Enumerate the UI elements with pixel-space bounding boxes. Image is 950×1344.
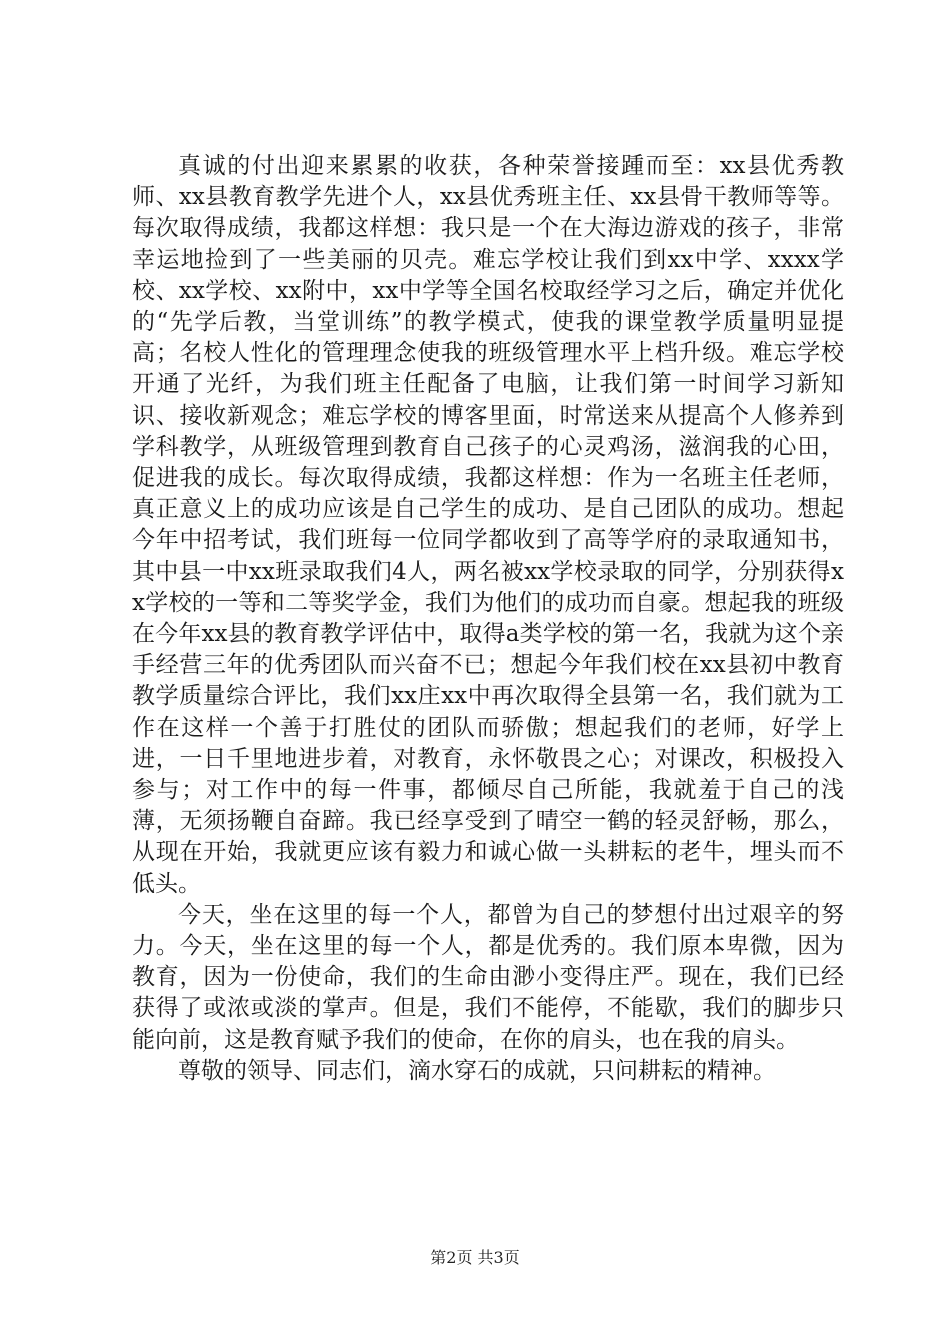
paragraph-1: 真诚的付出迎来累累的收获，各种荣誉接踵而至：xx县优秀教师、xx县教育教学先进个人，xx县优秀班主任、xx县骨干教师等等。每次取得成绩，我都这样想：我只是一个在大海边游戏的孩子，非常幸运地捡到了一些美丽的贝壳。难忘学校让我们到xx中学、xxxx学校、xx学校、xx附中，xx中学等全国名校取经学习之后，确定并优化的“先学后教，当堂训练”的教学模式，使我的课堂教学质量明显提高；名校人性化的管理理念使我的班级管理水平上档升级。难忘学校开通了光纤，为我们班主任配备了电脑，让我们第一时间学习新知识、接收新观念；难忘学校的博客里面，时常送来从提高个人修养到学科教学，从班级管理到教育自己孩子的心灵鸡汤，滋润我的心田，促进我的成长。每次取得成绩，我都这样想：作为一名班主任老师，真正意义上的成功应该是自己学生的成功、是自己团队的成功。想起今年中招考试，我们班每一位同学都收到了高等学府的录取通知书，其中县一中xx班录取我们4人，两名被xx学校录取的同学，分别获得xx学校的一等和二等奖学金，我们为他们的成功而自豪。想起我的班级在今年xx县的教育教学评估中，取得a类学校的第一名，我就为这个亲手经营三年的优秀团队而兴奋不已；想起今年我们校在xx县初中教育教学质量综合评比，我们xx庄xx中再次取得全县第一名，我们就为工作在这样一个善于打胜仗的团队而骄傲；想起我们的老师，好学上进，一日千里地进步着，对教育，永怀敬畏之心；对课改，积极投入参与；对工作中的每一件事，都倾尽自己所能，我就羞于自己的浅薄，无须扬鞭自奋蹄。我已经享受到了晴空一鹤的轻灵舒畅，那么，从现在开始，我就更应该有毅力和诚心做一头耕耘的老牛，埋头而不低头。 (132, 153, 844, 897)
page-footer: 第2页 共3页 (430, 1248, 520, 1267)
paragraph-3: 尊敬的领导、同志们，滴水穿石的成就，只问耕耘的精神。 (178, 1057, 776, 1084)
paragraph-2: 今天，坐在这里的每一个人，都曾为自己的梦想付出过艰辛的努力。今天，坐在这里的每一个人，都是优秀的。我们原本卑微，因为教育，因为一份使命，我们的生命由渺小变得庄严。现在，我们已经获得了或浓或淡的掌声。但是，我们不能停，不能歇，我们的脚步只能向前，这是教育赋予我们的使命，在你的肩头，也在我的肩头。 (132, 901, 844, 1053)
document-body (132, 151, 844, 1087)
